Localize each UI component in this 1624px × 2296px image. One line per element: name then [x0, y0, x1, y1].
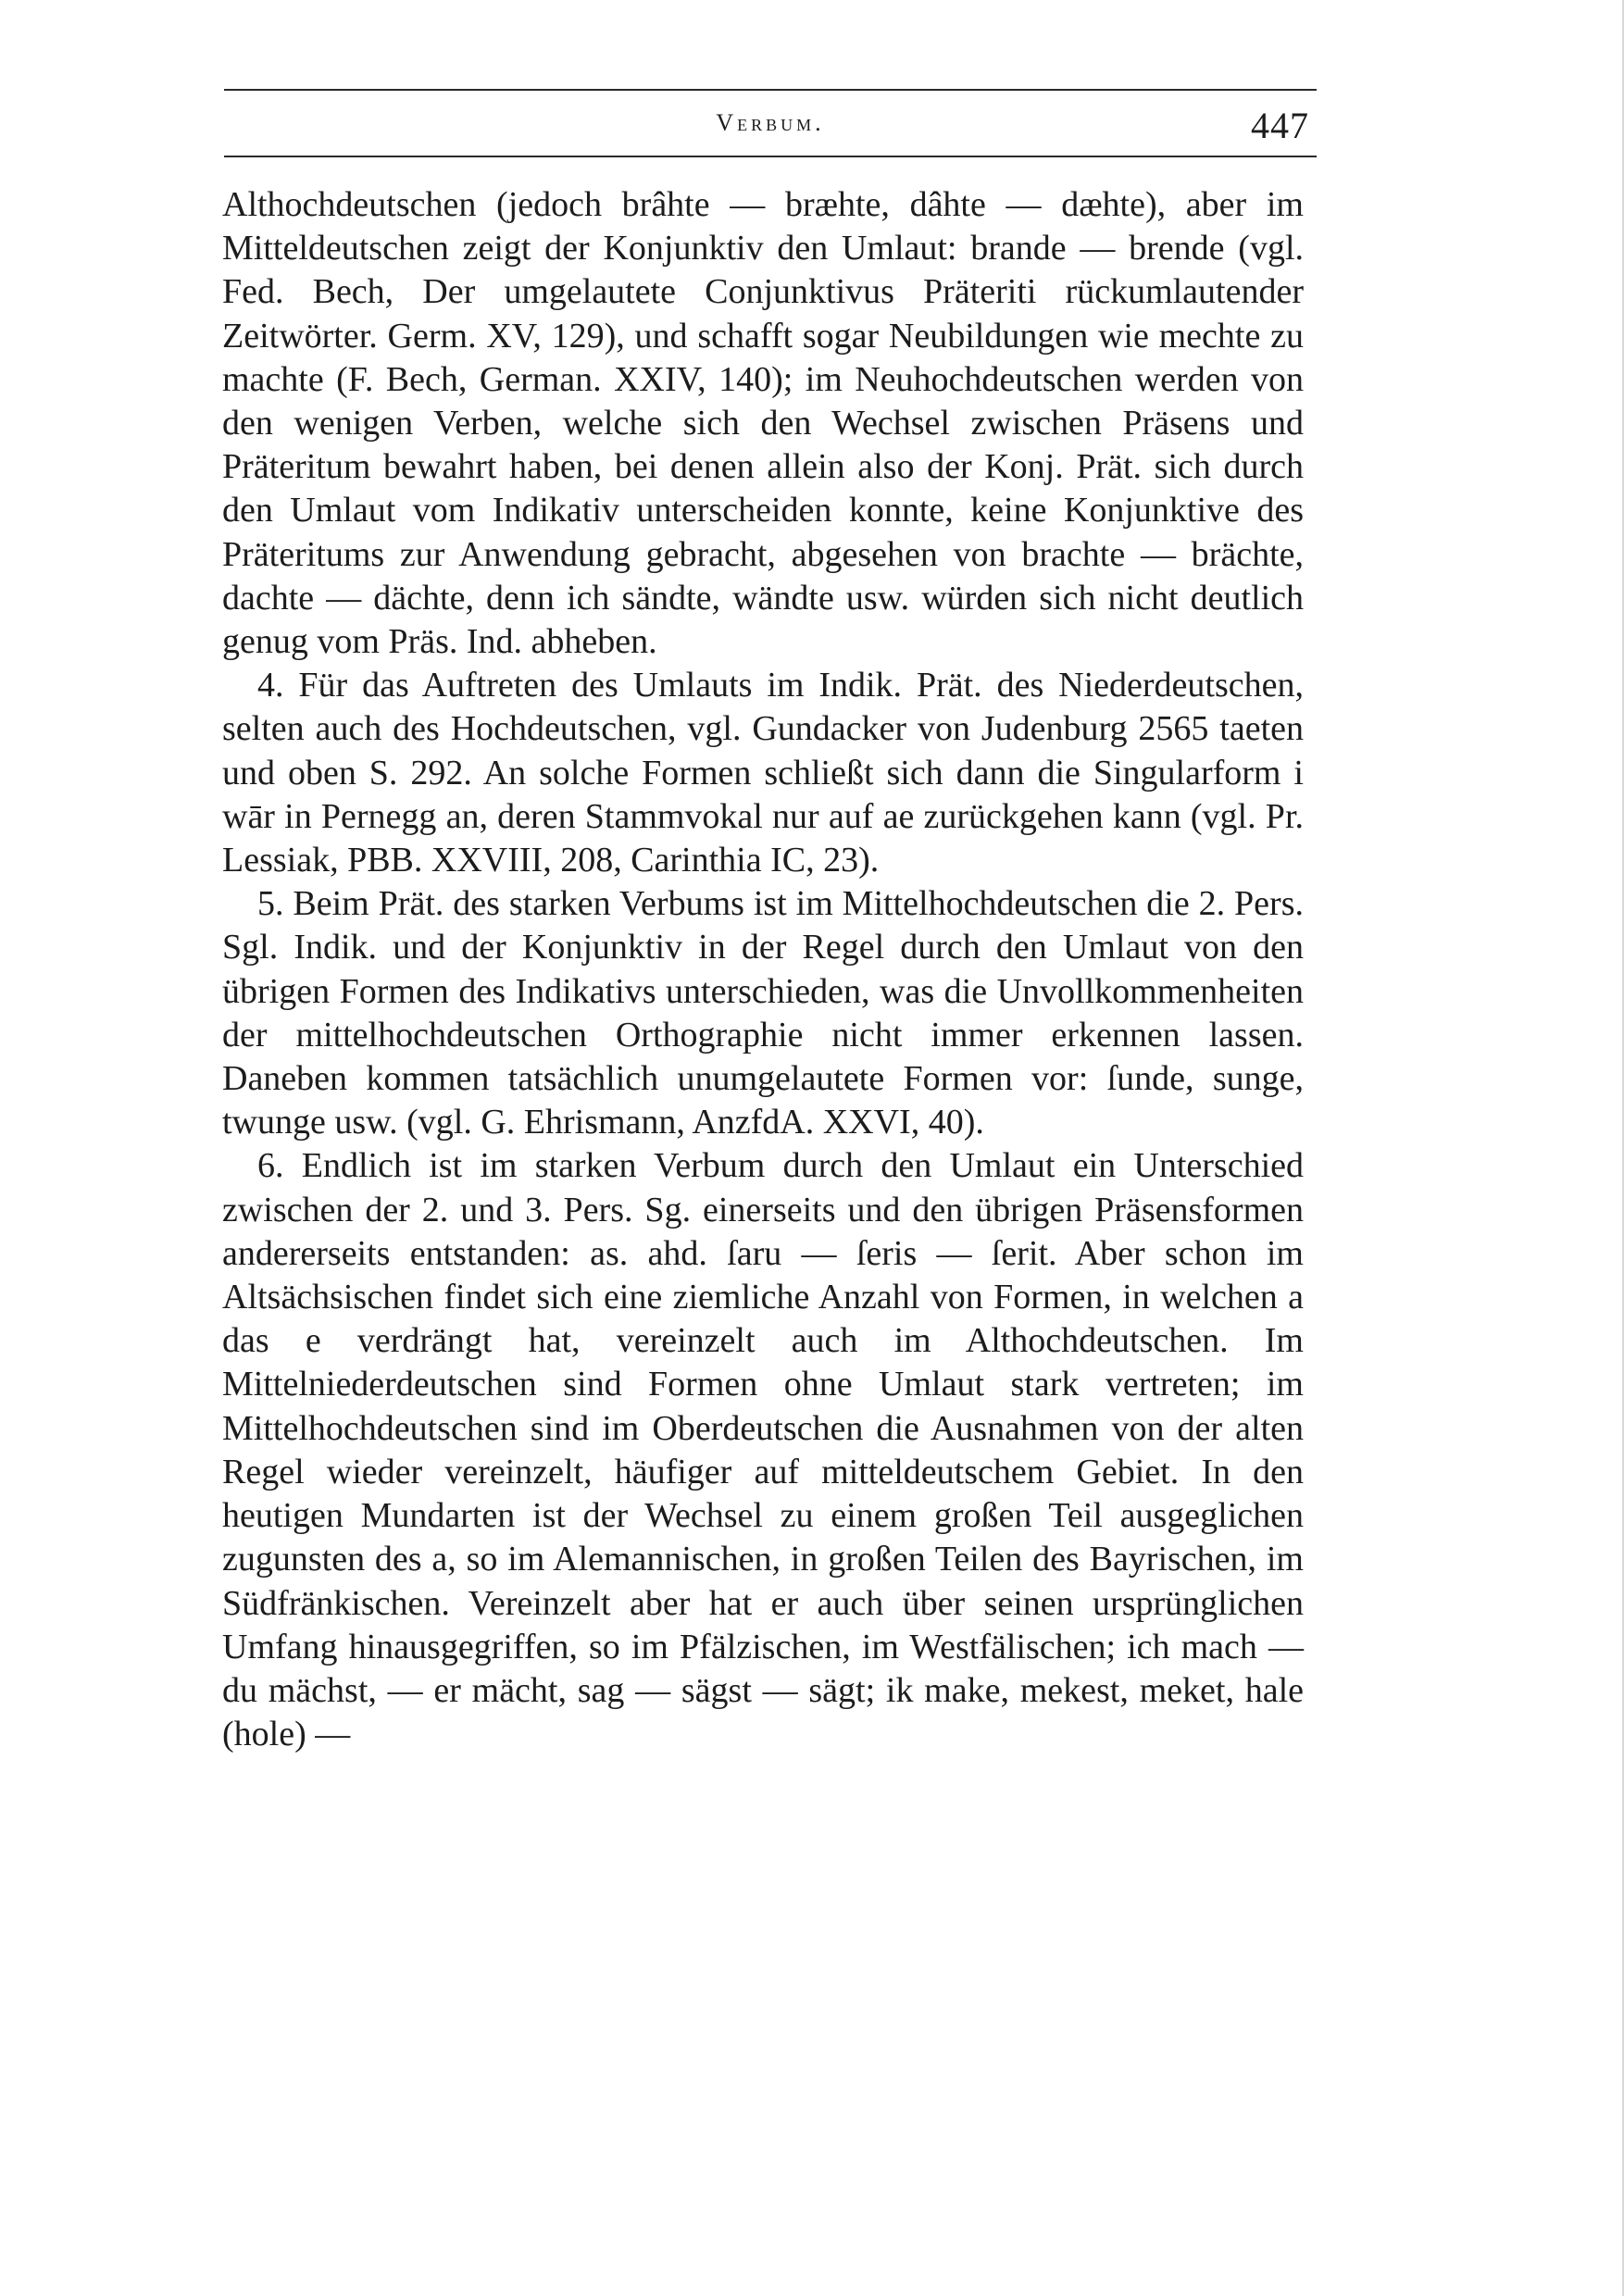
paragraph-6: 6. Endlich ist im starken Verbum durch den Umlaut ein Unterschied zwischen der 2. und 3. Pers. Sg. einerseits und den übrigen Präsensformen andererseits entstanden: as. ahd. ſaru — ſeris — ſerit. Aber schon im Altsächsischen findet sich eine ziemliche Anzahl von Formen, in welchen a das e verdrängt hat, vereinzelt auch im Althochdeutschen. Im Mittelniederdeutschen sind Formen ohne Umlaut stark vertreten; im Mittelhochdeutschen sind im Oberdeutschen die Ausnahmen von der alten Regel wieder vereinzelt, häufiger auf mitteldeutschem Gebiet. In den heutigen Mundarten ist der Wechsel zu einem großen Teil ausgeglichen zugunsten des a, so im Alemannischen, in großen Teilen des Bayrischen, im Südfränkischen. Vereinzelt aber hat er auch über seinen ursprünglichen Umfang hinausgegriffen, so im Pfälzischen, im Westfälischen; ich mach — du mächst, — er mächt, sag — sägst — sägt; ik make, mekest, meket, hale (hole) — [222, 1146, 1304, 1754]
body-text [222, 183, 1304, 1756]
running-head-text: Verbum. [716, 109, 825, 136]
page-number: 447 [1251, 105, 1309, 146]
running-head [224, 109, 1317, 137]
page-header [224, 89, 1317, 163]
header-rule-bottom [224, 156, 1317, 157]
paragraph-4: 4. Für das Auftreten des Umlauts im Indik. Prät. des Niederdeutschen, selten auch des Hochdeutschen, vgl. Gundacker von Judenburg 2565 taeten und oben S. 292. An solche Formen schließt sich dann die Singularform i wār in Pernegg an, deren Stammvokal nur auf ae zurückgehen kann (vgl. Pr. Lessiak, PBB. XXVIII, 208, Carinthia IC, 23). [222, 666, 1304, 880]
paragraph-5: 5. Beim Prät. des starken Verbums ist im Mittelhochdeutschen die 2. Pers. Sgl. Indik. und der Konjunktiv in der Regel durch den Umlaut von den übrigen Formen des Indikativs unterschieden, was die Unvollkommenheiten der mittelhochdeutschen Orthographie nicht immer erkennen lassen. Daneben kommen tatsächlich unumgelautete Formen vor: ſunde, sunge, twunge usw. (vgl. G. Ehrismann, AnzfdA. XXVI, 40). [222, 884, 1304, 1142]
header-rule-top [224, 89, 1317, 91]
paragraph-continuation: Althochdeutschen (jedoch brâhte — bræhte, dâhte — dæhte), aber im Mitteldeutschen zeigt der Konjunktiv den Umlaut: brande — brende (vgl. Fed. Bech, Der umgelautete Conjunktivus Präteriti rückumlautender Zeitwörter. Germ. XV, 129), und schafft sogar Neubildungen wie mechte zu machte (F. Bech, German. XXIV, 140); im Neuhochdeutschen werden von den wenigen Verben, welche sich den Wechsel zwischen Präsens und Präteritum bewahrt haben, bei denen allein also der Konj. Prät. sich durch den Umlaut vom Indikativ unterscheiden konnte, keine Konjunktive des Präteritums zur Anwendung gebracht, abgesehen von brachte — brächte, dachte — dächte, denn ich sändte, wändte usw. würden sich nicht deutlich genug vom Präs. Ind. abheben. [222, 185, 1304, 662]
